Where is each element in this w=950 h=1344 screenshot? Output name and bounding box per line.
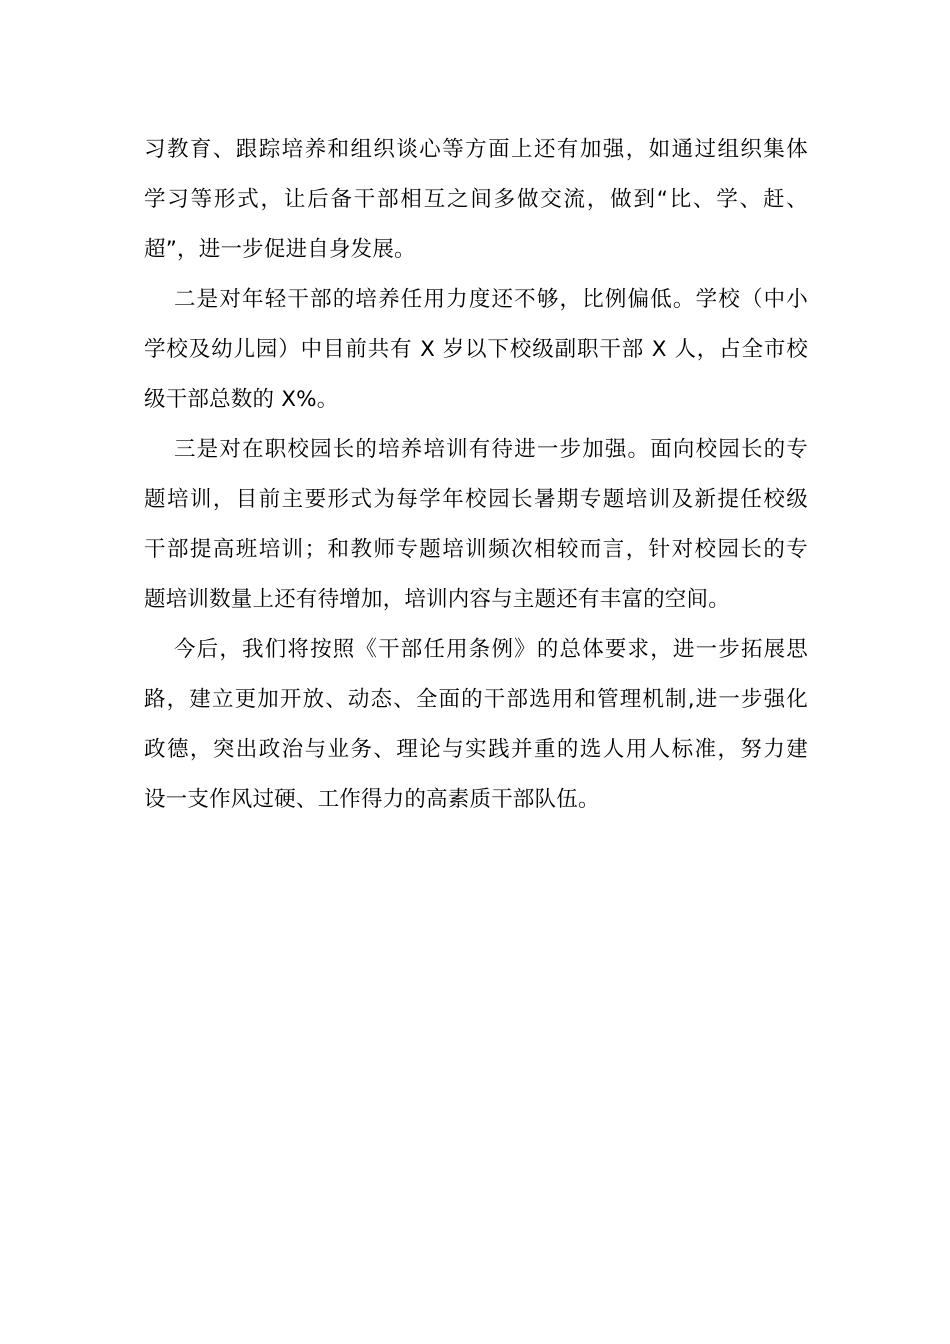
text-line: 题培训数量上还有待增加，培训内容与主题还有丰富的空间。 [144, 587, 730, 612]
text-line: 设一支作风过硬、工作得力的高素质干部队伍。 [144, 787, 600, 812]
paragraph-continued [144, 128, 808, 278]
paragraph-young-cadres [144, 278, 808, 428]
text-line: 超”，进一步促进自身发展。 [144, 237, 416, 262]
text-line: 政德，突出政治与业务、理论与实践并重的选人用人标准，努力建 [144, 737, 808, 762]
text-line: 三是对在职校园长的培养培训有待进一步加强。面向校园长的专 [174, 437, 808, 462]
text-line: 学校及幼儿园）中目前共有 X 岁以下校级副职干部 X 人，占全市校 [144, 337, 808, 362]
text-line: 今后，我们将按照《干部任用条例》的总体要求，进一步拓展思 [174, 637, 808, 662]
text-line: 习教育、跟踪培养和组织谈心等方面上还有加强，如通过组织集体 [144, 137, 808, 162]
text-line: 级干部总数的 X%。 [144, 387, 339, 412]
text-line: 干部提高班培训；和教师专题培训频次相较而言，针对校园长的专 [144, 537, 808, 562]
text-line: 二是对年轻干部的培养任用力度还不够，比例偏低。学校（中小 [174, 287, 808, 312]
text-line: 学习等形式，让后备干部相互之间多做交流，做到“比、学、赶、 [144, 187, 808, 212]
text-line: 题培训，目前主要形式为每学年校园长暑期专题培训及新提任校级 [144, 487, 808, 512]
paragraph-principal-training [144, 428, 808, 628]
document-body [144, 128, 808, 828]
paragraph-future-plan [144, 628, 808, 828]
text-line: 路，建立更加开放、动态、全面的干部选用和管理机制,进一步强化 [144, 687, 808, 712]
